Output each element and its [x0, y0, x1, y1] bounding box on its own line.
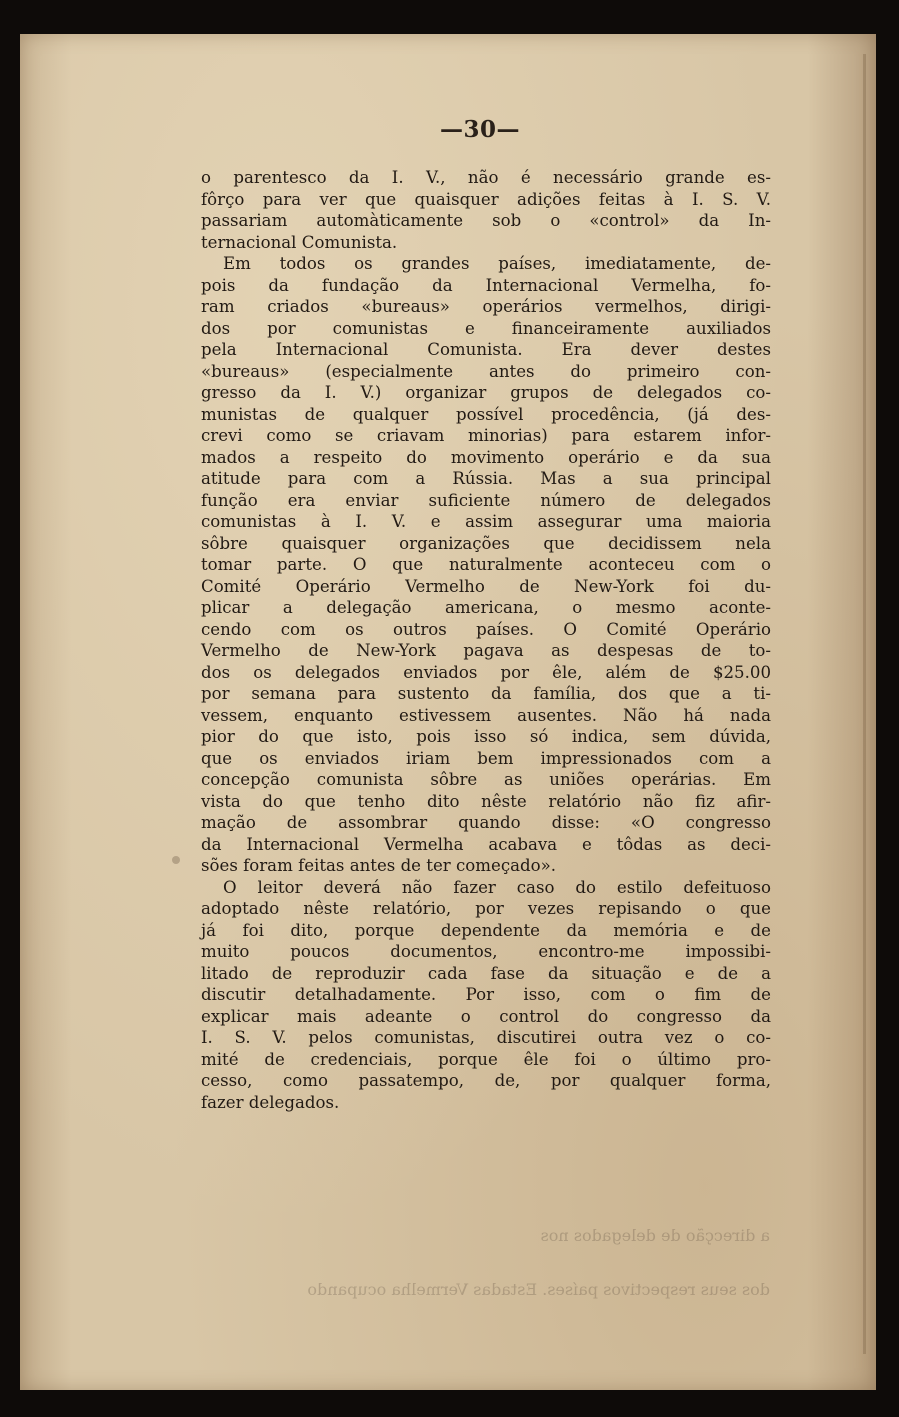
text-line: fôrço para ver que quaisquer adições feitas à I. S. V.: [201, 189, 771, 209]
text-line: mité de credenciais, porque êle foi o último pro-: [201, 1049, 771, 1069]
text-line: explicar mais adeante o control do congresso da: [201, 1006, 771, 1026]
text-line: Vermelho de New-York pagava as despesas de to-: [201, 641, 771, 660]
text-line: discutir detalhadamente. Por isso, com o fim de: [201, 985, 771, 1004]
text-line: litado de reproduzir cada fase da situação e de a: [201, 963, 771, 983]
text-line: sões foram feitas antes de ter começado».: [201, 856, 557, 875]
text-line: por semana para sustento da família, dos que a ti-: [201, 684, 771, 703]
text-line: crevi como se criavam minorias) para estarem infor-: [201, 426, 771, 445]
text-line: tomar parte. O que naturalmente aconteceu com o: [201, 555, 771, 574]
body-text: [201, 167, 771, 1113]
bleed-through-text: [205, 1191, 770, 1335]
text-line: adoptado nêste relatório, por vezes repisando o que: [201, 899, 771, 918]
text-line: já foi dito, porque dependente da memória e de: [201, 920, 771, 940]
text-line: função era enviar suficiente número de delegados: [201, 490, 771, 510]
text-line: o parentesco da I. V., não é necessário grande es-: [201, 168, 771, 187]
text-line: dos por comunistas e financeiramente auxiliados: [201, 318, 771, 338]
text-line: pela Internacional Comunista. Era dever destes: [201, 340, 771, 359]
text-line: vista do que tenho dito nêste relatório não fiz afir-: [201, 791, 771, 811]
text-line: «bureaus» (especialmente antes do primeiro con-: [201, 361, 771, 381]
text-line: fazer delegados.: [201, 1092, 340, 1112]
text-line: comunistas à I. V. e assim assegurar uma maioria: [201, 512, 771, 531]
text-line: pior do que isto, pois isso só indica, sem dúvida,: [201, 727, 771, 746]
page-edge-shadow: [863, 54, 866, 1354]
text-line: passariam automàticamente sob o «control» da In-: [201, 211, 771, 230]
text-line: ternacional Comunista.: [201, 232, 398, 252]
text-line: muito poucos documentos, encontro-me impossibi-: [201, 942, 771, 961]
text-line: dos os delegados enviados por êle, além de $25.00: [201, 662, 771, 682]
text-line: pois da fundação da Internacional Vermelha, fo-: [201, 275, 771, 295]
text-line: sôbre quaisquer organizações que decidissem nela: [201, 533, 771, 553]
text-line: da Internacional Vermelha acabava e tôdas as deci-: [201, 834, 771, 854]
page-number: —30—: [440, 116, 521, 143]
text-line: Comité Operário Vermelho de New-York foi du-: [201, 576, 771, 596]
text-line: vessem, enquanto estivessem ausentes. Não há nada: [201, 705, 771, 725]
text-line: plicar a delegação americana, o mesmo aconte-: [201, 598, 771, 617]
bleed-line: a direcção de delegados nos: [540, 1226, 770, 1245]
text-line: I. S. V. pelos comunistas, discutirei outra vez o co-: [201, 1028, 771, 1047]
text-line: cendo com os outros países. O Comité Operário: [201, 619, 771, 639]
text-line: atitude para com a Rússia. Mas a sua principal: [201, 469, 771, 488]
text-line: mados a respeito do movimento operário e da sua: [201, 447, 771, 467]
text-line: munistas de qualquer possível procedência, (já des-: [201, 404, 771, 424]
text-line: cesso, como passatempo, de, por qualquer forma,: [201, 1071, 771, 1090]
text-line: concepção comunista sôbre as uniões operárias. Em: [201, 770, 771, 789]
text-line: ram criados «bureaus» operários vermelhos, dirigi-: [201, 297, 771, 316]
text-line: gresso da I. V.) organizar grupos de delegados co-: [201, 383, 771, 402]
text-line: mação de assombrar quando disse: «O congresso: [201, 813, 771, 832]
bleed-line: dos seus respectivos países. Estadas Vermelha ocupando: [307, 1280, 770, 1299]
text-line: O leitor deverá não fazer caso do estilo defeituoso: [223, 877, 771, 897]
text-line: Em todos os grandes países, imediatamente, de-: [223, 254, 771, 273]
paper-stain: [172, 856, 180, 864]
text-line: que os enviados iriam bem impressionados com a: [201, 748, 771, 768]
